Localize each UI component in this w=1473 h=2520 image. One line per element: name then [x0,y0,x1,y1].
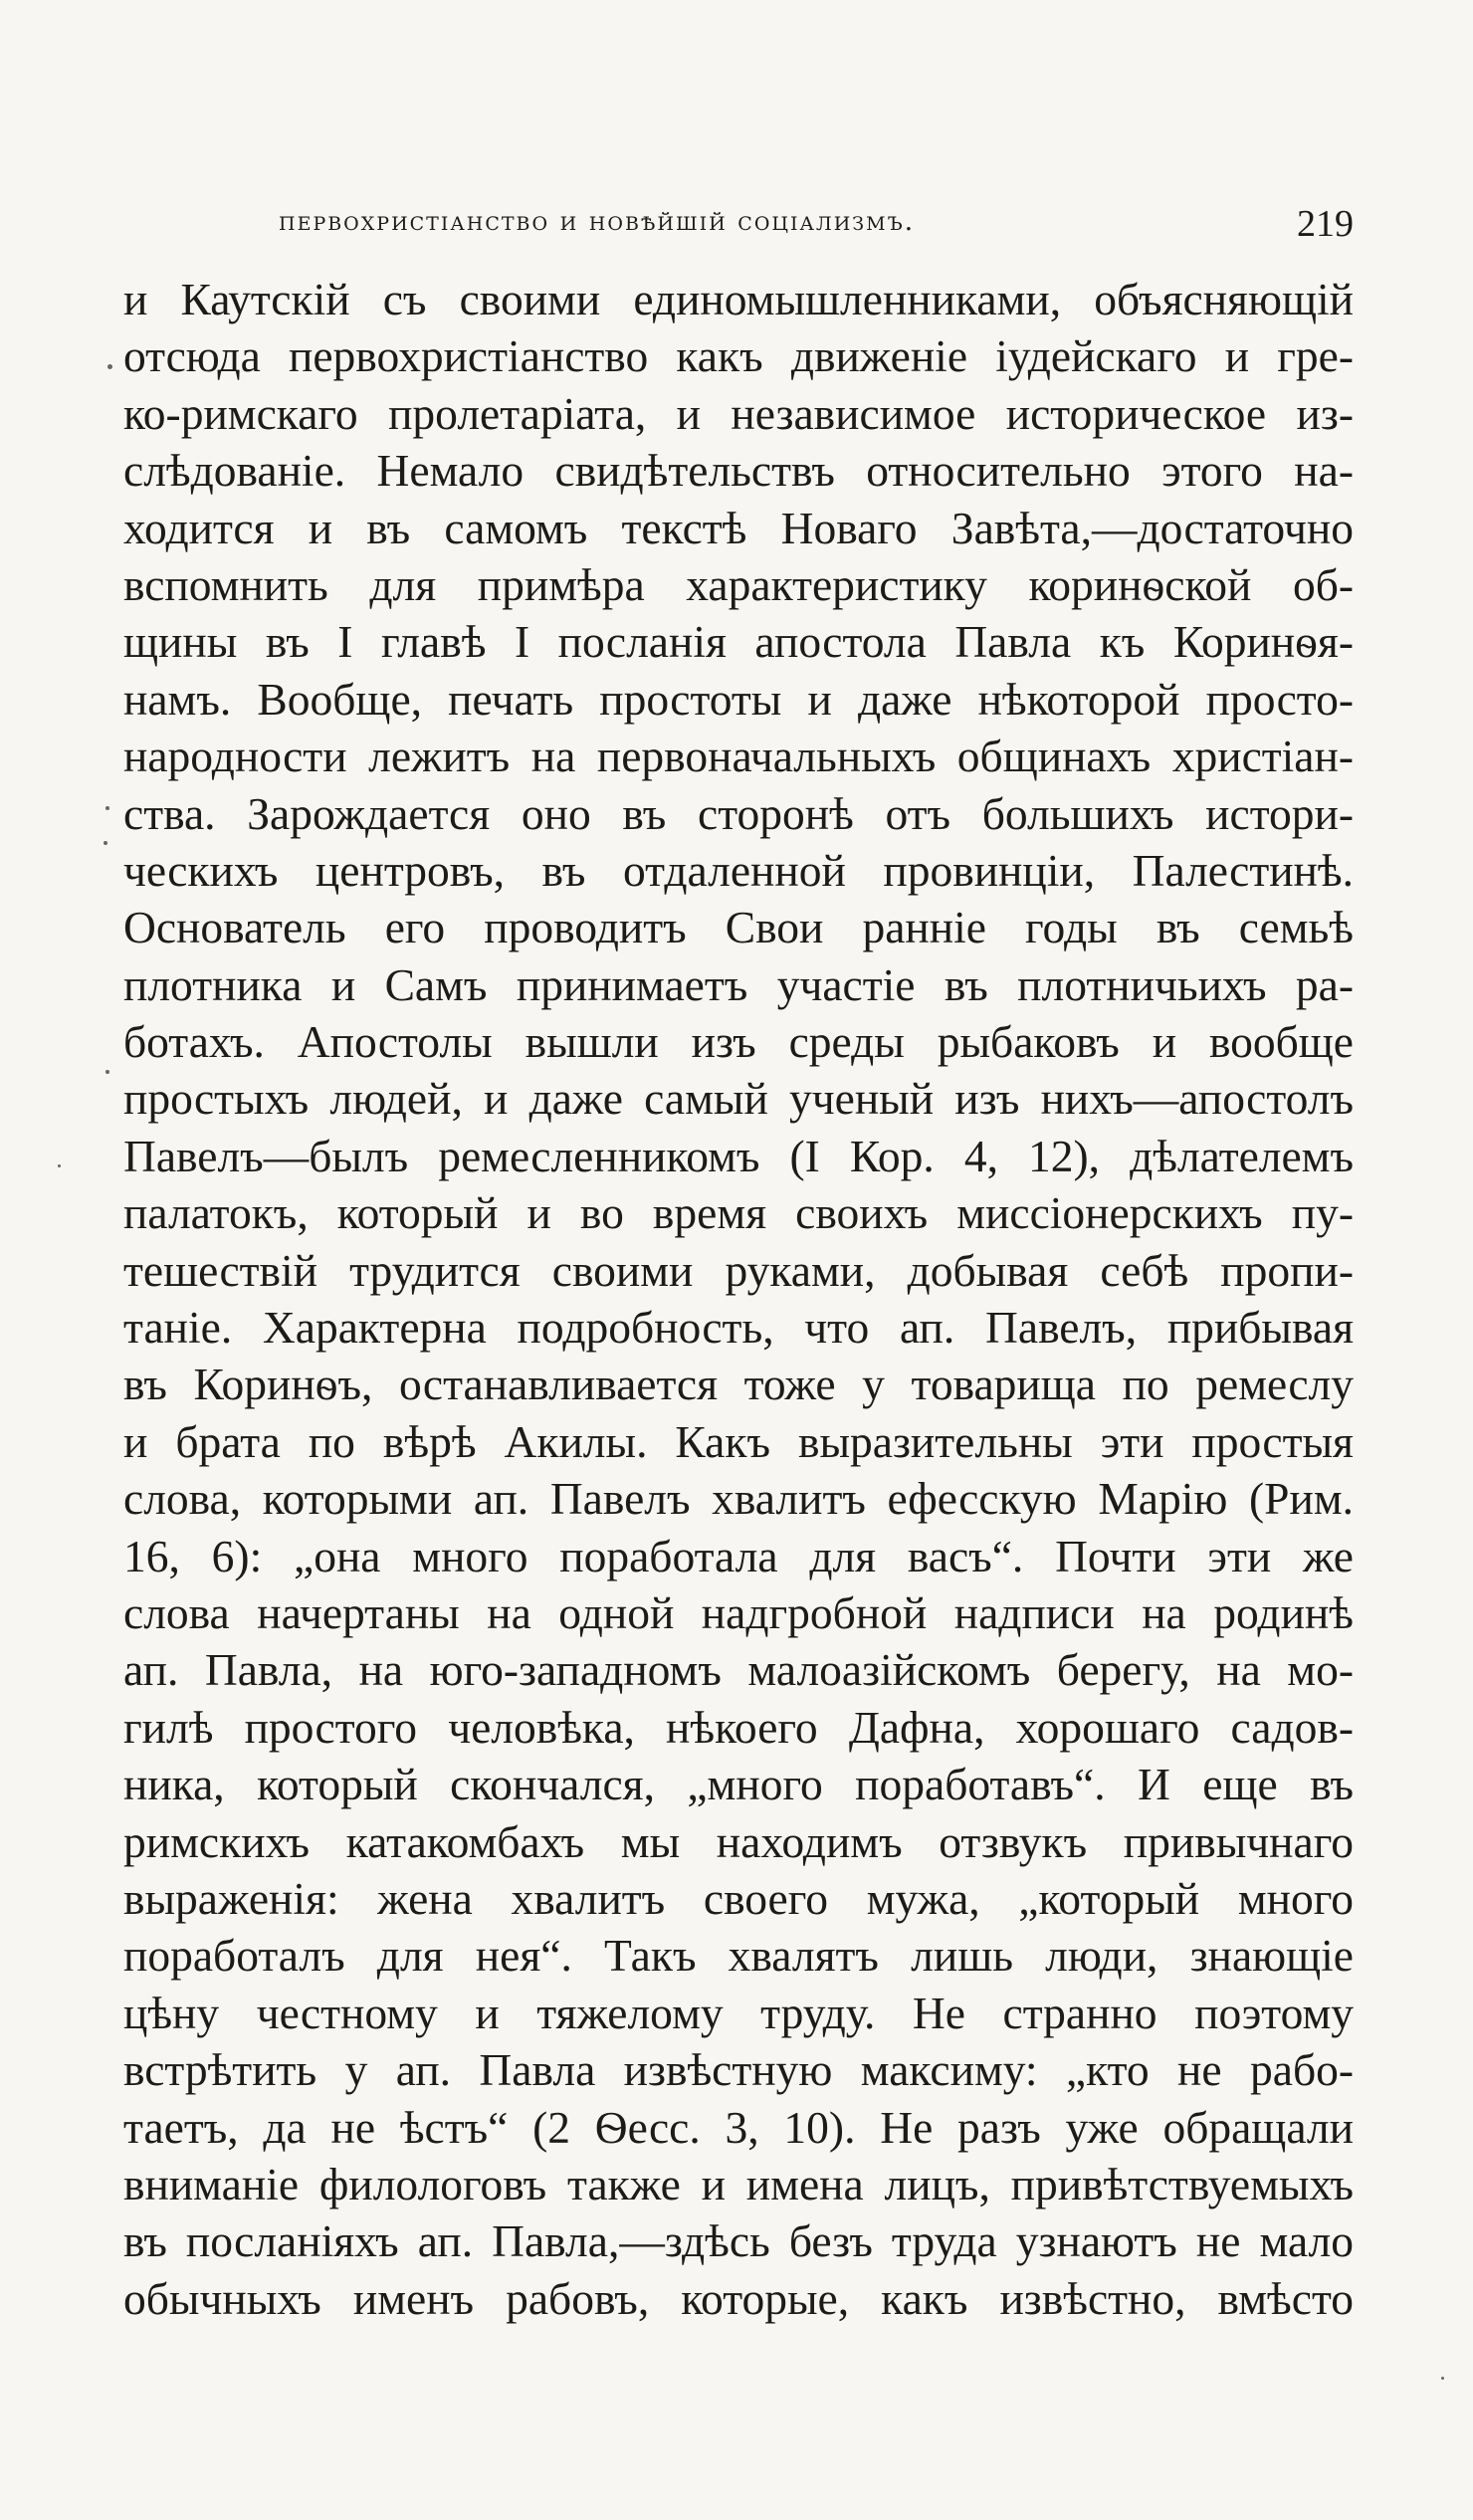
ink-speck [105,1070,109,1074]
text-line: ходится и въ самомъ текстѣ Новаго Завѣта,—достаточно [123,502,1354,553]
text-line: таніе. Характерна подробность, что ап. Павелъ, прибывая [123,1302,1354,1354]
text-line: гилѣ простого человѣка, нѣкоего Дафна, хорошаго садов- [123,1701,1354,1753]
text-line: плотника и Самъ принимаетъ участіе въ плотничьихъ ра- [123,958,1354,1010]
ink-speck [104,841,107,845]
running-head [279,202,1354,254]
text-line: цѣну честному и тяжелому труду. Не странно поэтому [123,1987,1354,2038]
text-line: ства. Зарождается оно въ сторонѣ отъ большихъ истори- [123,787,1354,839]
text-line: ап. Павла, на юго-западномъ малоазійскомъ берегу, на мо- [123,1644,1354,1696]
text-line: и брата по вѣрѣ Акилы. Какъ выразительны эти простыя [123,1415,1354,1467]
text-line: палатокъ, который и во время своихъ миссіонерскихъ пу- [123,1187,1354,1239]
text-line: въ посланіяхъ ап. Павла,—здѣсь безъ труда узнаютъ не мало [123,2215,1354,2267]
text-line: щины въ I главѣ I посланія апостола Павла къ Коринѳя- [123,616,1354,668]
text-line: и Каутскій съ своими единомышленниками, объясняющій [123,274,1354,324]
text-line: тешествій трудится своими руками, добывая себѣ пропи- [123,1244,1354,1296]
text-line: поработалъ для нея“. Такъ хвалятъ лишь люди, знающіе [123,1930,1354,1982]
text-line: встрѣтить у ап. Павла извѣстную максиму: „кто не рабо- [123,2044,1354,2096]
text-line: вспомнить для примѣра характеристику коринѳской об- [123,558,1354,610]
text-line: Основатель его проводитъ Свои ранніе годы въ семьѣ [123,902,1354,953]
text-line: выраженія: жена хвалитъ своего мужа, „который много [123,1872,1354,1924]
text-line: ческихъ центровъ, въ отдаленной провинціи, Палестинѣ. [123,844,1354,896]
ink-speck [107,364,112,369]
text-line: ника, который скончался, „много поработавъ“. И еще въ [123,1759,1354,1810]
text-line: таетъ, да не ѣстъ“ (2 Ѳесс. 3, 10). Не разъ уже обращали [123,2101,1354,2153]
body-text [123,271,1354,2327]
text-line: римскихъ катакомбахъ мы находимъ отзвукъ привычнаго [123,1815,1354,1867]
text-line: слова, которыми ап. Павелъ хвалитъ ефесскую Марію (Рим. [123,1473,1354,1525]
text-line: слѣдованіе. Немало свидѣтельствъ относительно этого на- [123,445,1354,497]
text-line: ко-римскаго пролетаріата, и независимое историческое из- [123,387,1354,439]
ink-speck [1441,2377,1444,2380]
text-line: 16, 6): „она много поработала для васъ“. Почти эти же [123,1530,1354,1581]
text-line: ботахъ. Апостолы вышли изъ среды рыбаковъ и вообще [123,1016,1354,1068]
text-line: Павелъ—былъ ремесленникомъ (I Кор. 4, 12), дѣлателемъ [123,1130,1354,1181]
text-line: простыхъ людей, и даже самый ученый изъ нихъ—апостолъ [123,1073,1354,1125]
ink-speck [105,806,109,810]
ink-speck [58,1164,61,1167]
text-line: вниманіе филологовъ также и имена лицъ, привѣтствуемыхъ [123,2158,1354,2209]
text-line: отсюда первохристіанство какъ движеніе іудейскаго и гре- [123,330,1354,382]
page-number: 219 [1297,203,1354,245]
text-line: слова начертаны на одной надгробной надписи на родинѣ [123,1586,1354,1638]
running-title: первохристіанство и новѣйшій соціализмъ. [279,206,916,237]
text-line: въ Коринѳъ, останавливается тоже у товарища по ремеслу [123,1359,1354,1410]
text-line: обычныхъ именъ рабовъ, которые, какъ извѣстно, вмѣсто [123,2272,1354,2324]
text-line: народности лежитъ на первоначальныхъ общинахъ христіан- [123,731,1354,782]
text-line: намъ. Вообще, печать простоты и даже нѣкоторой просто- [123,673,1354,725]
